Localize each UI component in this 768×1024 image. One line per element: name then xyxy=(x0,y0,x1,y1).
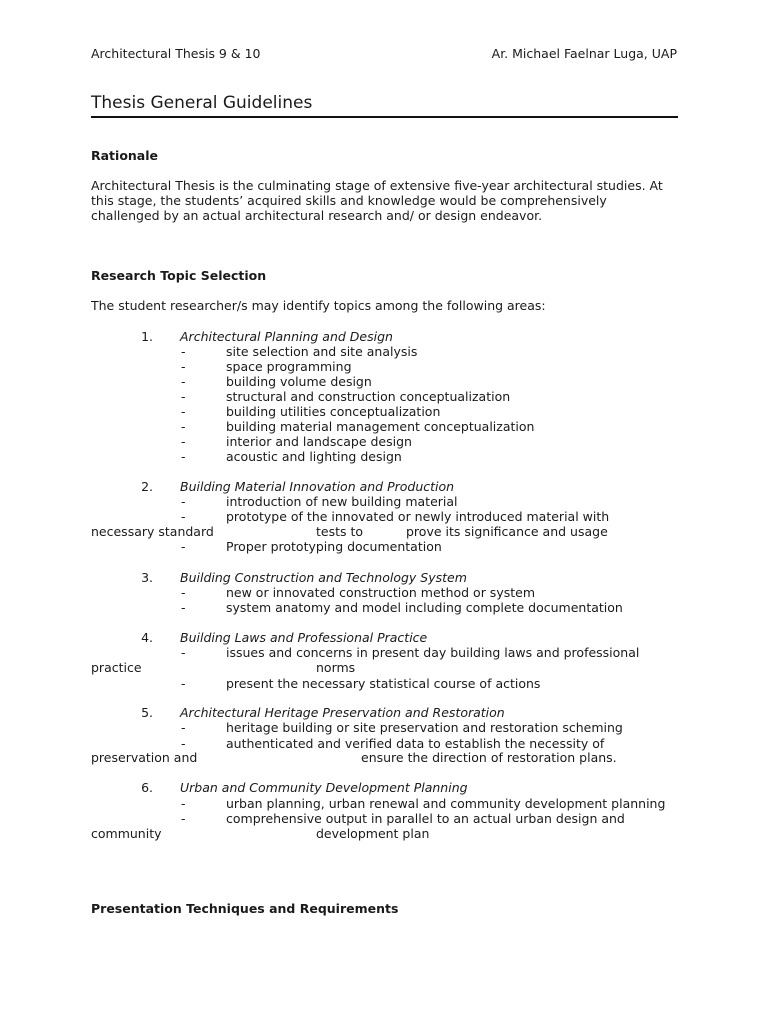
area-3-item-1: new or innovated construction method or system xyxy=(226,585,535,600)
presentation-heading: Presentation Techniques and Requirements xyxy=(91,901,399,916)
area-4-wrap-1: practice xyxy=(91,660,142,675)
area-1-item-5: building utilities conceptualization xyxy=(226,404,441,419)
area-1-item-2-dash: - xyxy=(181,359,186,374)
area-1-item-2: space programming xyxy=(226,359,352,374)
area-5-number: 5. xyxy=(141,705,153,720)
area-6-wrap-2: development plan xyxy=(316,826,430,841)
area-6-item-2: comprehensive output in parallel to an actual urban design and xyxy=(226,811,625,826)
area-4-item-2: present the necessary statistical course of actions xyxy=(226,676,541,691)
page-title: Thesis General Guidelines xyxy=(91,93,313,113)
area-1-item-6-dash: - xyxy=(181,419,186,434)
area-1-item-8-dash: - xyxy=(181,449,186,464)
area-2-item-1-dash: - xyxy=(181,494,186,509)
area-5-item-2: authenticated and verified data to establish the necessity of xyxy=(226,736,605,751)
area-1-title: Architectural Planning and Design xyxy=(180,329,393,344)
area-1-item-3: building volume design xyxy=(226,374,372,389)
area-6-item-1-dash: - xyxy=(181,796,186,811)
area-5-item-1-dash: - xyxy=(181,720,186,735)
rationale-line-3: challenged by an actual architectural research and/ or design endeavor. xyxy=(91,208,543,223)
area-2-wrap-3: prove its significance and usage xyxy=(406,524,608,539)
area-1-item-3-dash: - xyxy=(181,374,186,389)
area-4-title: Building Laws and Professional Practice xyxy=(180,630,428,645)
rationale-heading: Rationale xyxy=(91,148,159,163)
area-5-item-1: heritage building or site preservation and restoration scheming xyxy=(226,720,623,735)
area-5-item-2-dash: - xyxy=(181,736,186,751)
area-2-item-3-dash: - xyxy=(181,539,186,554)
research-heading: Research Topic Selection xyxy=(91,268,267,283)
research-intro: The student researcher/s may identify topics among the following areas: xyxy=(91,298,546,313)
area-4-item-1: issues and concerns in present day building laws and professional xyxy=(226,645,640,660)
area-2-title: Building Material Innovation and Production xyxy=(180,479,455,494)
rationale-line-2: this stage, the students’ acquired skills and knowledge would be comprehensively xyxy=(91,193,607,208)
area-1-item-4-dash: - xyxy=(181,389,186,404)
area-4-wrap-2: norms xyxy=(316,660,356,675)
rationale-line-1: Architectural Thesis is the culminating stage of extensive five-year architectural studies. At xyxy=(91,178,663,193)
area-2-wrap-1: necessary standard xyxy=(91,524,214,539)
area-3-item-2-dash: - xyxy=(181,600,186,615)
area-1-item-7-dash: - xyxy=(181,434,186,449)
area-2-item-2-dash: - xyxy=(181,509,186,524)
area-3-item-1-dash: - xyxy=(181,585,186,600)
area-6-number: 6. xyxy=(141,780,153,795)
area-2-wrap-2: tests to xyxy=(316,524,364,539)
header-author: Ar. Michael Faelnar Luga, UAP xyxy=(491,46,677,61)
area-1-item-7: interior and landscape design xyxy=(226,434,412,449)
area-5-title: Architectural Heritage Preservation and Restoration xyxy=(180,705,505,720)
area-1-item-1-dash: - xyxy=(181,344,186,359)
area-6-wrap-1: community xyxy=(91,826,162,841)
area-4-item-2-dash: - xyxy=(181,676,186,691)
area-6-title: Urban and Community Development Planning xyxy=(180,780,468,795)
area-6-item-1: urban planning, urban renewal and community development planning xyxy=(226,796,666,811)
area-2-item-3: Proper prototyping documentation xyxy=(226,539,442,554)
area-5-wrap-1: preservation and xyxy=(91,750,198,765)
area-1-item-5-dash: - xyxy=(181,404,186,419)
area-3-title: Building Construction and Technology System xyxy=(180,570,467,585)
area-1-number: 1. xyxy=(141,329,153,344)
header-course-title: Architectural Thesis 9 & 10 xyxy=(91,46,261,61)
area-4-item-1-dash: - xyxy=(181,645,186,660)
area-3-item-2: system anatomy and model including complete documentation xyxy=(226,600,623,615)
area-1-item-1: site selection and site analysis xyxy=(226,344,418,359)
area-1-item-4: structural and construction conceptualization xyxy=(226,389,511,404)
area-3-number: 3. xyxy=(141,570,153,585)
title-underline xyxy=(91,116,678,118)
area-1-item-6: building material management conceptualization xyxy=(226,419,535,434)
area-6-item-2-dash: - xyxy=(181,811,186,826)
area-2-number: 2. xyxy=(141,479,153,494)
area-2-item-2: prototype of the innovated or newly introduced material with xyxy=(226,509,610,524)
area-1-item-8: acoustic and lighting design xyxy=(226,449,402,464)
area-4-number: 4. xyxy=(141,630,153,645)
area-2-item-1: introduction of new building material xyxy=(226,494,458,509)
area-5-wrap-2: ensure the direction of restoration plans. xyxy=(361,750,617,765)
